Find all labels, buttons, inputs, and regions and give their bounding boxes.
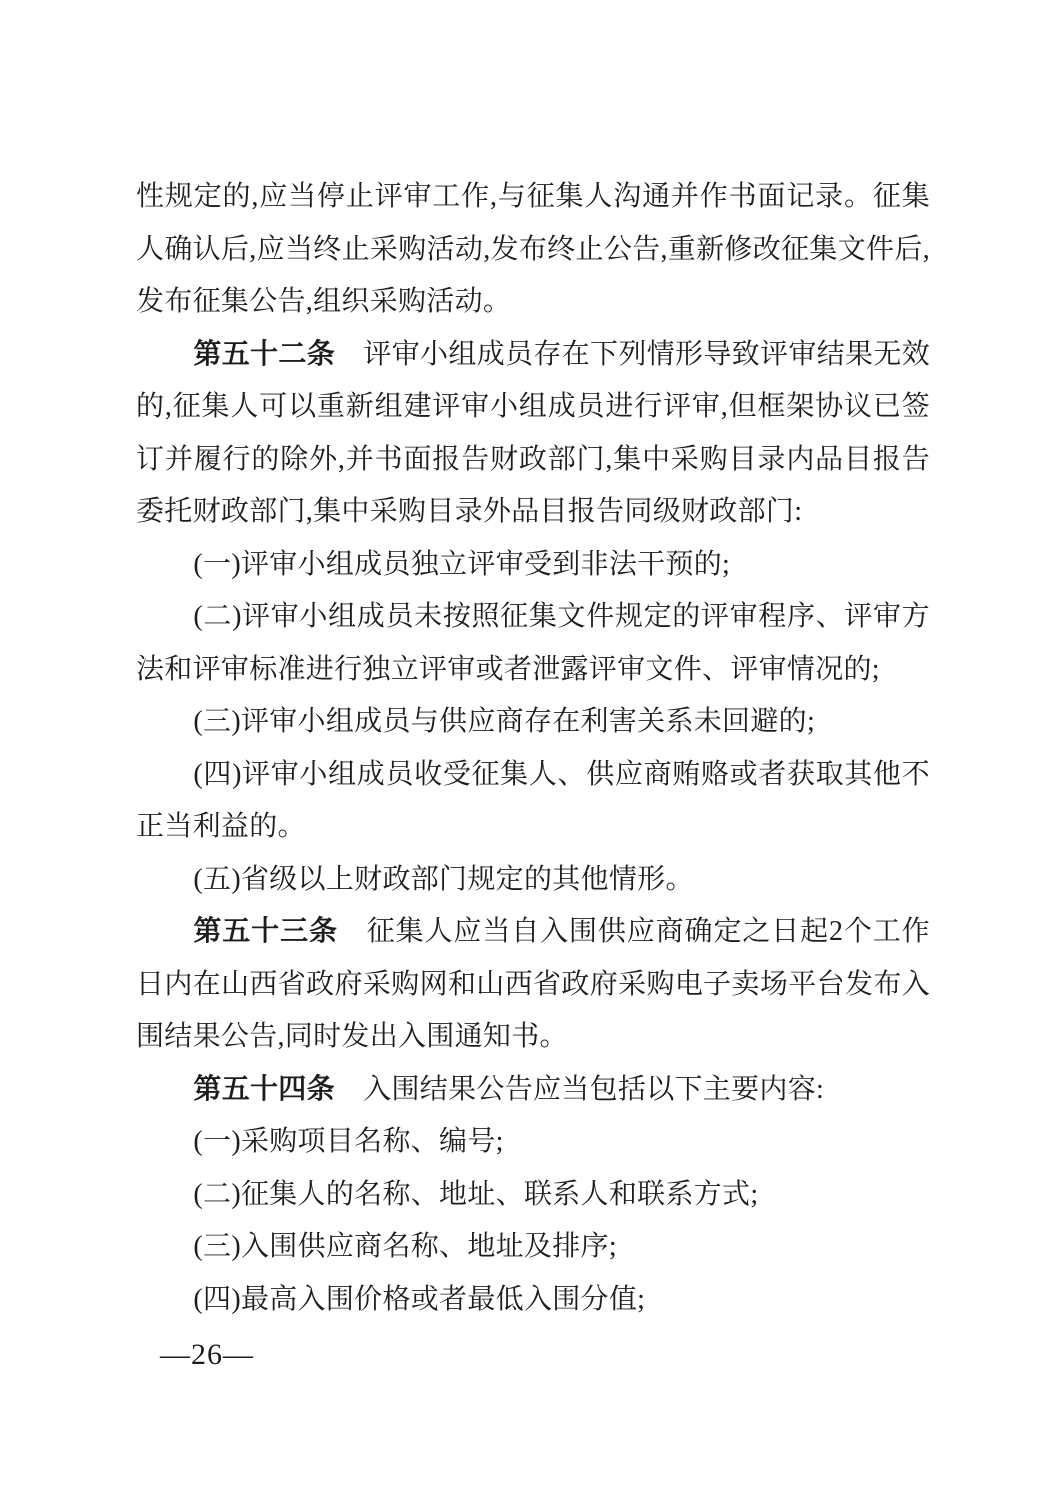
article-54-text: 入围结果公告应当包括以下主要内容: — [334, 1073, 825, 1105]
paragraph-article-53 — [136, 906, 930, 1064]
article-52-item-3: (三)评审小组成员与供应商存在利害关系未回避的; — [193, 706, 816, 737]
article-52-item-4: (四)评审小组成员收受征集人、供应商贿赂或者获取其他不正当利益的。 — [136, 758, 930, 842]
article-53-number: 第五十三条 — [193, 916, 338, 947]
article-54-item-2: (二)征集人的名称、地址、联系人和联系方式; — [193, 1178, 759, 1210]
article-54-item-1: (一)采购项目名称、编号; — [193, 1126, 504, 1157]
article-54-number: 第五十四条 — [193, 1073, 335, 1105]
paragraph-article-52 — [136, 329, 930, 539]
article-54-item-4: (四)最高入围价格或者最低入围分值; — [193, 1283, 646, 1315]
article-52-item-5: (五)省级以上财政部门规定的其他情形。 — [193, 863, 694, 895]
article-54-item-3: (三)入围供应商名称、地址及排序; — [193, 1231, 617, 1262]
document-body — [136, 171, 930, 1326]
article-52-number: 第五十二条 — [193, 338, 336, 370]
article-52-item-1: (一)评审小组成员独立评审受到非法干预的; — [193, 548, 731, 580]
paragraph-continued-from-previous-page: 性规定的,应当停止评审工作,与征集人沟通并作书面记录。征集人确认后,应当终止采购活动,发布终止公告,重新修改征集文件后,发布征集公告,组织采购活动。 — [136, 181, 930, 317]
article-53-text: 征集人应当自入围供应商确定之日起2个工作日内在山西省政府采购网和山西省政府采购电子卖场平台发布入围结果公告,同时发出入围通知书。 — [136, 916, 930, 1052]
paragraph-article-54 — [136, 1064, 930, 1117]
article-52-item-2: (二)评审小组成员未按照征集文件规定的评审程序、评审方法和评审标准进行独立评审或者泄露评审文件、评审情况的; — [136, 601, 930, 685]
page-number: —26— — [160, 1338, 254, 1371]
article-52-text: 评审小组成员存在下列情形导致评审结果无效的,征集人可以重新组建评审小组成员进行评审,但框架协议已签订并履行的除外,并书面报告财政部门,集中采购目录内品目报告委托财政部门,集中采购目录外品目报告同级财政部门: — [136, 338, 930, 527]
